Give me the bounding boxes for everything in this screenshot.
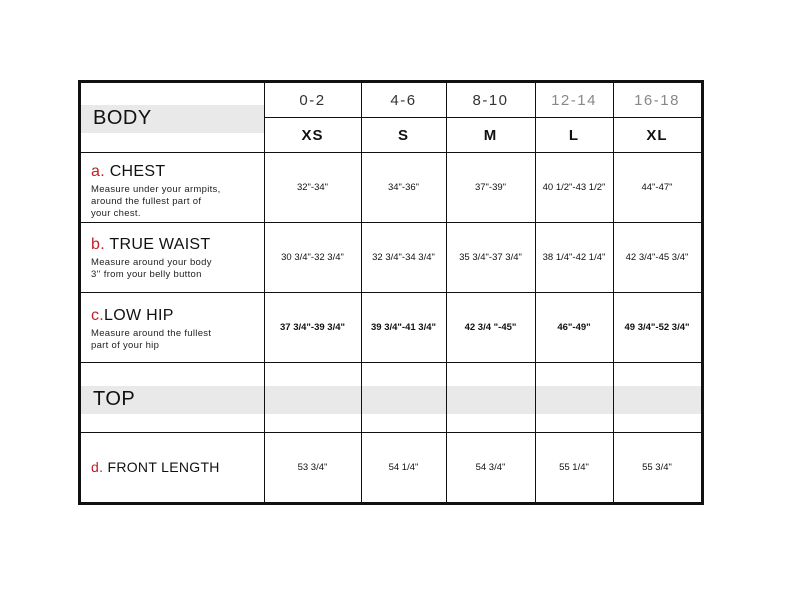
measurement-cell: 35 3/4"-37 3/4" [459,252,522,263]
row-name: TRUE WAIST [104,236,211,253]
measurement-cell: 32 3/4"-34 3/4" [372,252,435,263]
measurement-cell: 37"-39" [474,182,507,193]
row-description [91,184,221,220]
size-chart [78,80,704,505]
letter-size-header: L [568,126,580,144]
letter-size-header: S [397,126,409,144]
measurement-cell: 32"-34" [296,182,329,193]
measurement-cell: 38 1/4"-42 1/4" [542,252,606,263]
row-name: FRONT LENGTH [103,459,220,475]
measurement-cell: 30 3/4"-32 3/4" [281,252,344,263]
row-name: LOW HIP [104,307,174,324]
measurement-cell: 54 1/4" [388,462,419,473]
measurement-cell: 39 3/4"-41 3/4" [371,322,436,333]
row-description-line: your chest. [91,208,141,219]
measurement-cell: 44"-47" [641,182,673,193]
measurement-cell: 53 3/4" [297,462,328,473]
top-section-band [81,386,701,414]
measurement-cell: 46"-49" [557,322,591,333]
row-letter: b. [91,236,105,253]
measurement-cell: 42 3/4"-45 3/4" [625,252,689,263]
row-title [91,307,211,325]
row-description-line: part of your hip [91,340,160,351]
row-description-line: 3'' from your belly button [91,269,202,280]
measurement-cell: 55 1/4" [559,462,589,473]
row-label-low-hip [91,307,211,352]
row-label-front-length [91,459,220,475]
top-section-title: TOP [93,388,136,410]
numeric-size-header: 16-18 [634,91,680,109]
grid-line [81,362,701,363]
letter-size-header: XS [301,126,324,144]
numeric-size-header: 8-10 [472,91,509,109]
measurement-cell: 54 3/4" [475,462,506,473]
letter-size-header: M [483,126,498,144]
measurement-cell: 55 3/4" [642,462,672,473]
row-description [91,257,212,281]
row-description [91,328,211,352]
row-description-line: around the fullest part of [91,196,202,207]
measurement-cell: 37 3/4"-39 3/4" [280,322,345,333]
numeric-size-header: 0-2 [299,91,326,109]
measurement-cell: 34"-36" [387,182,420,193]
measurement-cell: 49 3/4"-52 3/4" [624,322,690,333]
row-description-line: Measure under your armpits, [91,184,221,195]
row-letter: d. [91,459,104,475]
row-title [91,236,212,254]
row-letter: a. [91,163,105,180]
row-name: CHEST [104,163,166,180]
numeric-size-header: 12-14 [551,91,597,109]
row-title [91,163,221,181]
row-description-line: Measure around the fullest [91,328,212,339]
row-label-chest [91,163,221,220]
row-description-line: Measure around your body [91,257,212,268]
body-section-title: BODY [93,107,152,129]
row-label-true-waist [91,236,212,281]
measurement-cell: 42 3/4 "-45" [464,322,517,333]
row-title [91,459,220,475]
measurement-cell: 40 1/2"-43 1/2" [542,182,606,193]
row-letter: c. [91,307,105,324]
numeric-size-header: 4-6 [390,91,417,109]
letter-size-header: XL [646,126,668,144]
